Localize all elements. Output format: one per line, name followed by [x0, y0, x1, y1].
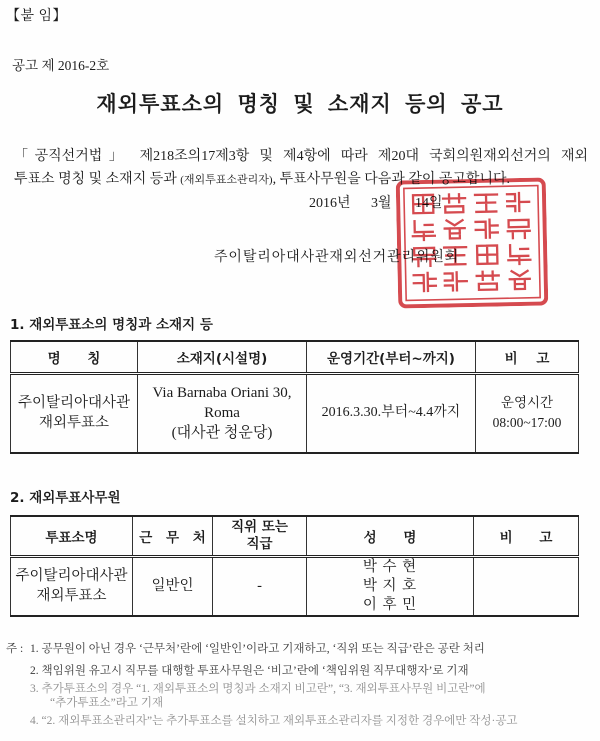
location-line: Roma: [204, 405, 240, 422]
seal-glyph: [445, 220, 465, 238]
station-name-line: 재외투표소: [36, 588, 107, 605]
section-1-heading: 1. 재외투표소의 명칭과 소재지 등: [10, 317, 213, 333]
header-remarks: 비 고: [474, 516, 579, 556]
seal-glyph: [477, 271, 499, 289]
footnote-4: 4. “2. 재외투표소관리자”는 추가투표소를 설치하고 재외투표소관리자를 지정한 경우에만 작성·공고: [30, 715, 518, 727]
header-name: 명 칭: [11, 341, 138, 373]
station-name-line: 주이탈리아대사관: [17, 395, 131, 412]
page-title: 재외투표소의 명칭 및 소재지 등의 공고: [96, 92, 504, 116]
station-name-line: 재외투표소: [38, 415, 110, 432]
table-row: [11, 373, 579, 453]
seal-glyph: [508, 220, 530, 238]
table-body: [11, 373, 579, 453]
remarks-cell: [476, 373, 579, 453]
intro-text: 투표소 명칭 및 소재지 등과: [14, 172, 181, 187]
header-position: [213, 516, 307, 556]
intro-line-1: 「공직선거법」 제218조의17제3항 및 제4항에 따라 제20대 국회의원재외선거의 재외: [14, 149, 588, 164]
footnote-1: [6, 640, 596, 658]
intro-text: , 투표사무원을 다음과 같이 공고합니다.: [272, 172, 510, 187]
date-month: 3월: [371, 196, 392, 211]
footnotes: [6, 640, 596, 730]
date-day: 14일: [415, 196, 443, 211]
remarks-line: 08:00~17:00: [492, 415, 562, 431]
workplace-cell: 일반인: [133, 556, 213, 616]
station-name-cell: [11, 373, 138, 453]
person-names-cell: [307, 556, 474, 616]
person-name: 박 지 호: [362, 577, 418, 594]
header-person-name: 성 명: [307, 516, 474, 556]
intro-manager-note: (재외투표소관리자): [180, 174, 273, 186]
header-position-line: 직급: [246, 535, 273, 552]
header-row: [11, 516, 579, 556]
seal-glyph: [413, 195, 433, 213]
header-period: 운영기간(부터~까지): [307, 341, 476, 373]
period-text: 2016.3.30.부터~4.4까지: [321, 405, 461, 421]
seal-glyph: [443, 194, 465, 212]
seal-glyph: [414, 273, 436, 291]
seal-glyph: [444, 247, 466, 264]
period-cell: [307, 373, 476, 453]
official-seal-graphic: [396, 177, 549, 308]
attachment-label: 【붙 임】: [6, 9, 68, 24]
seal-glyph: [477, 245, 497, 263]
footnote-prefix: 주 :: [6, 643, 24, 655]
seal-glyph: [413, 221, 435, 240]
footnote-3-continuation: “추가투표소”라고 기재: [50, 697, 164, 709]
location-line: Via Barnaba Oriani 30,: [152, 385, 292, 402]
person-name: 박 수 현: [362, 558, 418, 575]
notice-number: 공고 제 2016-2호: [12, 58, 110, 73]
seal-glyph: [476, 219, 498, 237]
seal-glyph: [413, 248, 435, 266]
table-row: [11, 556, 579, 616]
footnote-text: 1. 공무원이 아닌 경우 ‘근무처’란에 ‘일반인’이라고 기재하고, ‘직위 또는 직급’란은 공란 처리: [30, 643, 485, 655]
station-name-cell: [11, 556, 133, 616]
section-2-heading: 2. 재외투표사무원: [10, 490, 121, 506]
location-line: (대사관 청운당): [171, 425, 273, 442]
position-cell: -: [213, 556, 307, 616]
table-head: [11, 516, 579, 556]
polling-station-table: [10, 340, 579, 454]
issuer-name: 주이탈리아대사관재외선거관리위원회: [214, 250, 460, 265]
station-name-line: 주이탈리아대사관: [15, 568, 128, 585]
table-head: [11, 341, 579, 373]
date-year: 2016년: [309, 196, 351, 211]
header-row: [11, 341, 579, 373]
header-station: 투표소명: [11, 516, 133, 556]
footnote-3: 3. 추가투표소의 경우 “1. 재외투표소의 명칭과 소재지 비고란”, “3. 재외투표사무원 비고란”에: [30, 683, 486, 695]
header-remarks: 비 고: [476, 341, 579, 373]
poll-worker-table: [10, 515, 579, 617]
person-name: 이 후 민: [362, 596, 418, 613]
remarks-line: 운영시간: [500, 395, 554, 411]
seal-glyph: [508, 245, 530, 264]
seal-glyph: [507, 193, 529, 211]
footnote-2: 2. 책임위원 유고시 직무를 대행할 투표사무원은 ‘비고’란에 ‘책임위원 직무대행자’로 기재: [30, 665, 469, 677]
seal-glyph: [475, 194, 497, 211]
location-cell: [138, 373, 307, 453]
header-location: 소재지(시설명): [138, 341, 307, 373]
header-position-line: 직위 또는: [231, 518, 288, 535]
header-workplace: 근 무 처: [133, 516, 213, 556]
seal-glyph: [510, 271, 530, 289]
seal-glyph: [445, 272, 467, 290]
official-seal: [396, 177, 549, 308]
table-body: [11, 556, 579, 616]
remarks-cell: [474, 556, 579, 616]
